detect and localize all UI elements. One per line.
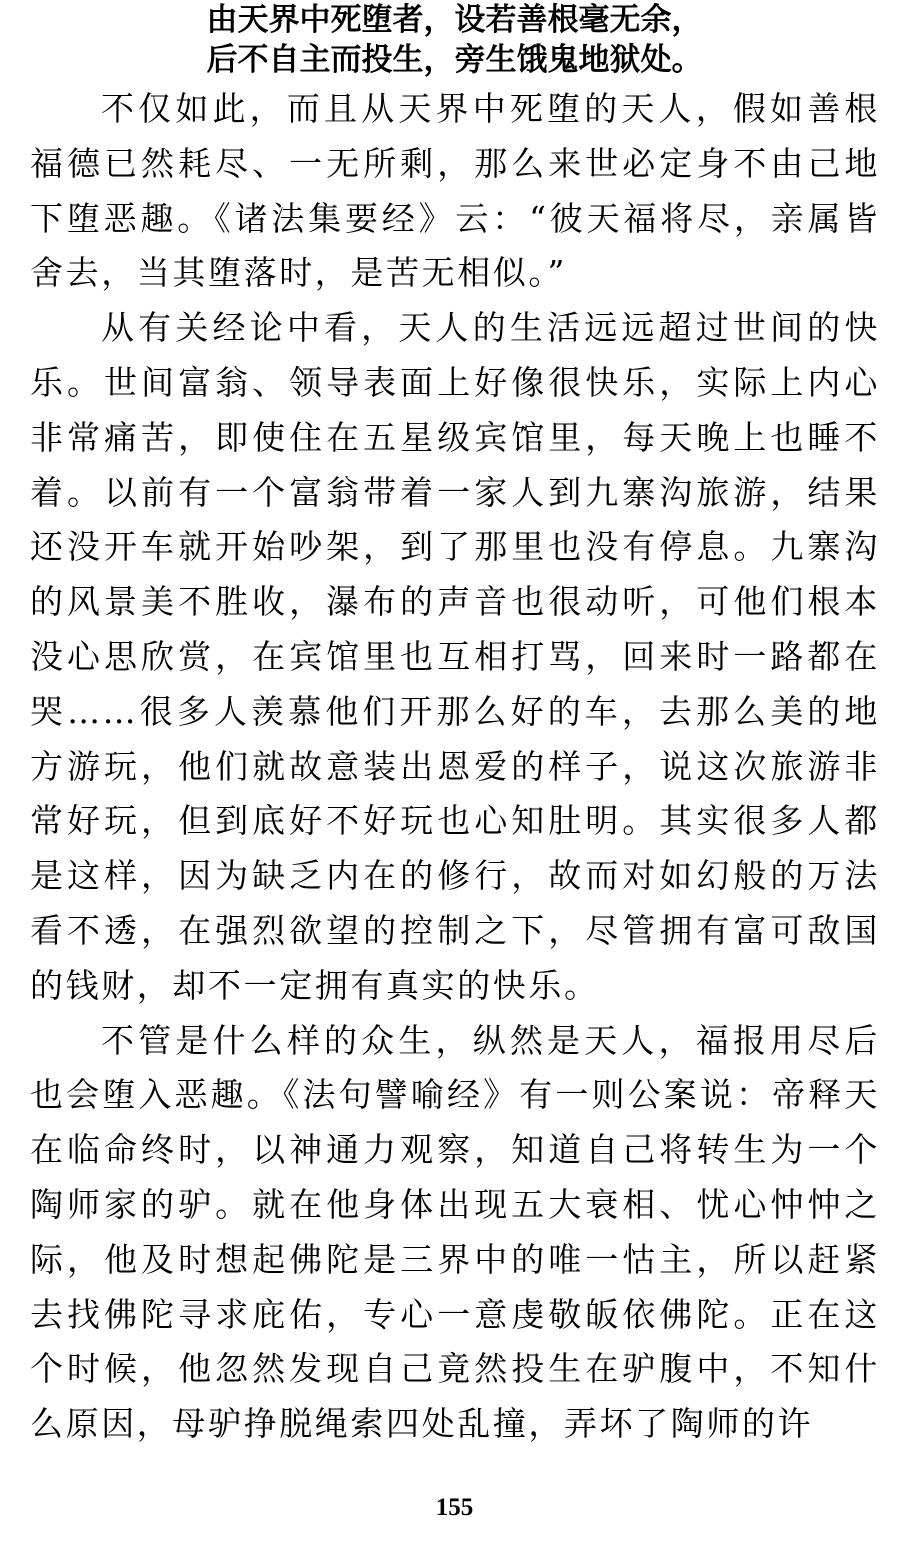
paragraph-2: 从有关经论中看，天人的生活远远超过世间的快乐。世间富翁、领导表面上好像很快乐，实际上内心非常痛苦，即使住在五星级宾馆里，每天晚上也睡不着。以前有一个富翁带着一家人到九寨沟旅游，结果还没开车就开始吵架，到了那里也没有停息。九寨沟的风景美不胜收，瀑布的声音也很动听，可他们根本没心思欣赏，在宾馆里也互相打骂，回来时一路都在哭……很多人羡慕他们开那么好的车，去那么美的地方游玩，他们就故意装出恩爱的样子，说这次旅游非常好玩，但到底好不好玩也心知肚明。其实很多人都是这样，因为缺乏内在的修行，故而对如幻般的万法看不透，在强烈欲望的控制之下，尽管拥有富可敌国的钱财，却不一定拥有真实的快乐。 bbox=[30, 308, 880, 1005]
body-text bbox=[30, 82, 880, 1452]
verse-line-2: 后不自主而投生，旁生饿鬼地狱处。 bbox=[206, 42, 703, 78]
page-number: 155 bbox=[435, 1494, 474, 1521]
paragraph-1: 不仅如此，而且从天界中死堕的天人，假如善根福德已然耗尽、一无所剩，那么来世必定身不由己地下堕恶趣。《诸法集要经》云：“彼天福将尽，亲属皆舍去，当其堕落时，是苦无相似。” bbox=[30, 89, 880, 293]
verse-line-1: 由天界中死堕者，设若善根毫无余， bbox=[206, 2, 703, 38]
paragraph-3: 不管是什么样的众生，纵然是天人，福报用尽后也会堕入恶趣。《法句譬喻经》有一则公案说：帝释天在临命终时，以神通力观察，知道自己将转生为一个陶师家的驴。就在他身体出现五大衰相、忧心忡忡之际，他及时想起佛陀是三界中的唯一怙主，所以赶紧去找佛陀寻求庇佑，专心一意虔敬皈依佛陀。正在这个时候，他忽然发现自己竟然投生在驴腹中，不知什么原因，母驴挣脱绳索四处乱撞，弄坏了陶师的许 bbox=[30, 1020, 880, 1444]
